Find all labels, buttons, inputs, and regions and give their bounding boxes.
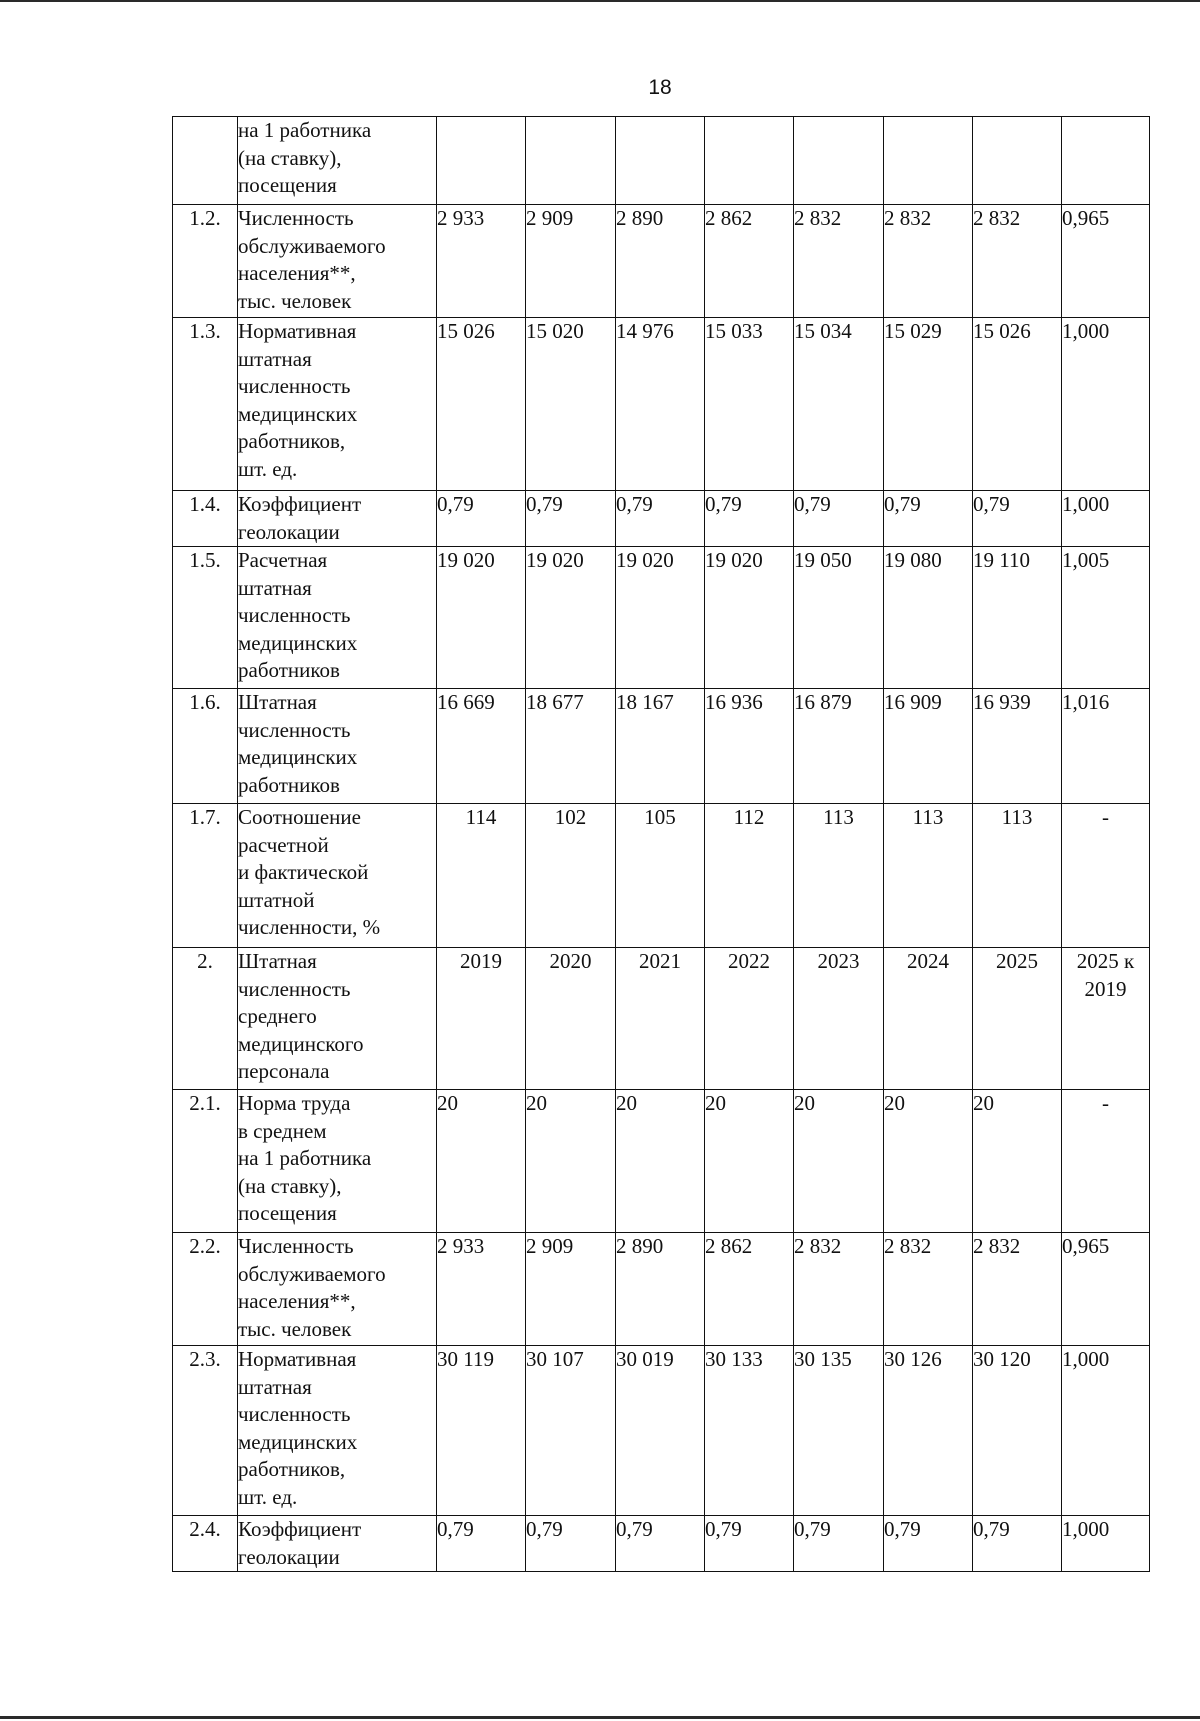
row-number-cell: 1.4. [173,491,238,547]
value-cell: 19 020 [437,547,526,689]
table-row [173,117,1150,205]
value-cell: 30 126 [884,1346,973,1516]
ratio-cell: 1,000 [1062,1346,1150,1516]
ratio-cell [1062,117,1150,205]
value-cell: 15 026 [973,318,1062,491]
value-cell: 2023 [794,948,884,1090]
row-number-cell: 1.2. [173,205,238,318]
row-number-cell: 2.1. [173,1090,238,1233]
value-cell: 20 [705,1090,794,1233]
value-cell: 14 976 [616,318,705,491]
value-cell: 15 026 [437,318,526,491]
indicator-name-cell: Соотношение расчетной и фактической штатной численности, % [238,804,437,948]
value-cell: 20 [437,1090,526,1233]
value-cell: 2 832 [884,205,973,318]
value-cell: 0,79 [526,1516,616,1572]
value-cell: 113 [794,804,884,948]
value-cell: 0,79 [526,491,616,547]
row-number-cell: 1.6. [173,689,238,804]
scan-edge-top [0,0,1200,2]
value-cell: 19 080 [884,547,973,689]
value-cell: 16 909 [884,689,973,804]
value-cell: 2 832 [794,205,884,318]
value-cell: 0,79 [794,1516,884,1572]
value-cell: 0,79 [616,491,705,547]
value-cell: 2024 [884,948,973,1090]
value-cell: 2 890 [616,1233,705,1346]
value-cell: 2 832 [794,1233,884,1346]
value-cell: 19 110 [973,547,1062,689]
value-cell: 30 135 [794,1346,884,1516]
value-cell [884,117,973,205]
value-cell: 2 832 [973,1233,1062,1346]
ratio-cell: 1,000 [1062,491,1150,547]
value-cell: 19 020 [705,547,794,689]
indicator-name-cell: Численность обслуживаемого населения**, тыс. человек [238,205,437,318]
indicator-name-cell: Норма труда в среднем на 1 работника (на ставку), посещения [238,1090,437,1233]
indicator-name-cell: Штатная численность среднего медицинского персонала [238,948,437,1090]
value-cell: 2022 [705,948,794,1090]
value-cell: 114 [437,804,526,948]
ratio-cell: 1,000 [1062,318,1150,491]
ratio-cell: 0,965 [1062,1233,1150,1346]
value-cell: 15 033 [705,318,794,491]
value-cell: 20 [794,1090,884,1233]
value-cell: 0,79 [884,1516,973,1572]
row-number-cell: 2.4. [173,1516,238,1572]
value-cell: 16 669 [437,689,526,804]
value-cell [616,117,705,205]
indicator-name-cell: на 1 работника (на ставку), посещения [238,117,437,205]
value-cell: 2 933 [437,205,526,318]
value-cell: 105 [616,804,705,948]
table-row [173,318,1150,491]
value-cell: 0,79 [705,491,794,547]
value-cell: 2021 [616,948,705,1090]
table-row [173,1516,1150,1572]
table-row [173,1233,1150,1346]
value-cell: 2019 [437,948,526,1090]
value-cell: 30 107 [526,1346,616,1516]
value-cell: 0,79 [437,491,526,547]
value-cell: 18 677 [526,689,616,804]
value-cell: 2 862 [705,205,794,318]
indicator-name-cell: Расчетная штатная численность медицинских работников [238,547,437,689]
value-cell: 20 [616,1090,705,1233]
row-number-cell: 1.5. [173,547,238,689]
value-cell: 0,79 [884,491,973,547]
value-cell: 0,79 [616,1516,705,1572]
value-cell: 19 050 [794,547,884,689]
row-number-cell [173,117,238,205]
row-number-cell: 2.3. [173,1346,238,1516]
value-cell: 2020 [526,948,616,1090]
value-cell [705,117,794,205]
value-cell: 20 [884,1090,973,1233]
value-cell: 0,79 [705,1516,794,1572]
value-cell: 2 832 [973,205,1062,318]
value-cell: 15 034 [794,318,884,491]
value-cell: 30 133 [705,1346,794,1516]
value-cell: 102 [526,804,616,948]
ratio-cell: - [1062,1090,1150,1233]
table-row [173,948,1150,1090]
value-cell: 113 [973,804,1062,948]
row-number-cell: 1.7. [173,804,238,948]
value-cell: 15 020 [526,318,616,491]
table-row [173,1346,1150,1516]
value-cell: 2 832 [884,1233,973,1346]
value-cell: 0,79 [794,491,884,547]
value-cell: 2 890 [616,205,705,318]
value-cell: 0,79 [973,1516,1062,1572]
ratio-cell: 2025 к 2019 [1062,948,1150,1090]
value-cell: 16 879 [794,689,884,804]
scan-edge-bottom [0,1716,1200,1719]
indicator-table [172,116,1150,1572]
value-cell: 2025 [973,948,1062,1090]
table-row [173,547,1150,689]
value-cell: 19 020 [526,547,616,689]
ratio-cell: 0,965 [1062,205,1150,318]
value-cell: 15 029 [884,318,973,491]
ratio-cell: 1,000 [1062,1516,1150,1572]
value-cell: 0,79 [437,1516,526,1572]
table-row [173,1090,1150,1233]
indicator-name-cell: Штатная численность медицинских работников [238,689,437,804]
page-number: 18 [648,76,672,99]
value-cell: 2 933 [437,1233,526,1346]
value-cell [973,117,1062,205]
value-cell [794,117,884,205]
value-cell: 16 939 [973,689,1062,804]
value-cell: 30 019 [616,1346,705,1516]
value-cell [526,117,616,205]
ratio-cell: 1,005 [1062,547,1150,689]
row-number-cell: 1.3. [173,318,238,491]
indicator-name-cell: Численность обслуживаемого населения**, тыс. человек [238,1233,437,1346]
value-cell: 16 936 [705,689,794,804]
value-cell: 0,79 [973,491,1062,547]
value-cell: 18 167 [616,689,705,804]
indicator-name-cell: Нормативная штатная численность медицинских работников, шт. ед. [238,318,437,491]
value-cell: 2 909 [526,205,616,318]
table-body [173,117,1150,1572]
value-cell [437,117,526,205]
table-row [173,205,1150,318]
row-number-cell: 2. [173,948,238,1090]
value-cell: 19 020 [616,547,705,689]
table-row [173,689,1150,804]
ratio-cell: - [1062,804,1150,948]
value-cell: 2 909 [526,1233,616,1346]
row-number-cell: 2.2. [173,1233,238,1346]
value-cell: 30 120 [973,1346,1062,1516]
ratio-cell: 1,016 [1062,689,1150,804]
value-cell: 20 [526,1090,616,1233]
value-cell: 30 119 [437,1346,526,1516]
table-row [173,804,1150,948]
indicator-name-cell: Нормативная штатная численность медицинских работников, шт. ед. [238,1346,437,1516]
value-cell: 113 [884,804,973,948]
value-cell: 2 862 [705,1233,794,1346]
indicator-name-cell: Коэффициент геолокации [238,1516,437,1572]
value-cell: 112 [705,804,794,948]
table-row [173,491,1150,547]
indicator-name-cell: Коэффициент геолокации [238,491,437,547]
value-cell: 20 [973,1090,1062,1233]
